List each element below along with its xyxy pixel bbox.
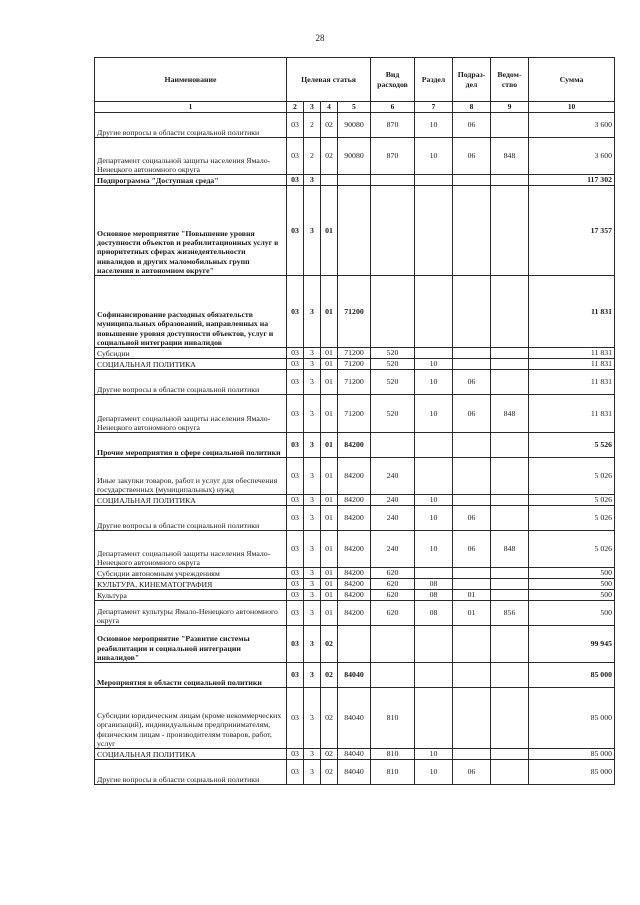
target-direction — [338, 626, 371, 663]
target-subprogram: 3 — [304, 370, 321, 395]
expense-type — [371, 186, 415, 276]
department-code: 848 — [491, 395, 529, 433]
target-activity: 02 — [321, 760, 338, 785]
subsection-code — [453, 579, 491, 590]
target-program: 03 — [287, 495, 304, 506]
target-direction: 84200 — [338, 601, 371, 626]
target-direction: 71200 — [338, 395, 371, 433]
department-code — [491, 348, 529, 359]
section-code: 10 — [415, 760, 453, 785]
target-subprogram: 3 — [304, 395, 321, 433]
target-program: 03 — [287, 749, 304, 760]
section-code: 10 — [415, 370, 453, 395]
header-expense-type: Вид расходов — [371, 58, 415, 102]
row-name: Другие вопросы в области социальной политики — [95, 760, 287, 785]
target-subprogram: 3 — [304, 760, 321, 785]
expense-type: 520 — [371, 370, 415, 395]
target-program: 03 — [287, 370, 304, 395]
column-number: 9 — [491, 102, 529, 113]
target-subprogram: 3 — [304, 506, 321, 531]
row-name: СОЦИАЛЬНАЯ ПОЛИТИКА — [95, 495, 287, 506]
subsection-code: 06 — [453, 138, 491, 175]
column-number: 6 — [371, 102, 415, 113]
target-direction — [338, 186, 371, 276]
target-program: 03 — [287, 601, 304, 626]
department-code — [491, 370, 529, 395]
table-body — [95, 113, 615, 785]
target-program: 03 — [287, 276, 304, 348]
target-direction: 84040 — [338, 688, 371, 749]
table-row — [95, 175, 615, 186]
subsection-code — [453, 626, 491, 663]
row-sum: 500 — [529, 590, 615, 601]
target-direction: 84200 — [338, 590, 371, 601]
expense-type: 620 — [371, 601, 415, 626]
section-code — [415, 186, 453, 276]
row-name: Субсидии автономным учреждениям — [95, 568, 287, 579]
expense-type: 240 — [371, 531, 415, 568]
target-activity: 02 — [321, 688, 338, 749]
row-name: СОЦИАЛЬНАЯ ПОЛИТИКА — [95, 359, 287, 370]
header-name: Наименование — [95, 58, 287, 102]
target-program: 03 — [287, 579, 304, 590]
table-row — [95, 506, 615, 531]
subsection-code: 06 — [453, 395, 491, 433]
target-direction: 71200 — [338, 359, 371, 370]
target-subprogram: 3 — [304, 663, 321, 688]
page-number: 28 — [315, 33, 325, 43]
target-activity: 01 — [321, 495, 338, 506]
header-section: Раздел — [415, 58, 453, 102]
row-sum: 500 — [529, 568, 615, 579]
row-name: Другие вопросы в области социальной политики — [95, 370, 287, 395]
column-number: 10 — [529, 102, 615, 113]
target-direction: 84200 — [338, 433, 371, 458]
subsection-code: 06 — [453, 506, 491, 531]
section-code: 10 — [415, 395, 453, 433]
expense-type — [371, 175, 415, 186]
table-row — [95, 348, 615, 359]
table-row — [95, 749, 615, 760]
target-program: 03 — [287, 688, 304, 749]
target-subprogram: 3 — [304, 359, 321, 370]
target-activity: 01 — [321, 568, 338, 579]
expense-type: 520 — [371, 395, 415, 433]
expense-type: 810 — [371, 760, 415, 785]
header-subsection: Подраз-дел — [453, 58, 491, 102]
target-activity: 02 — [321, 749, 338, 760]
row-name: Мероприятия в области социальной политики — [95, 663, 287, 688]
row-sum: 85 000 — [529, 760, 615, 785]
section-code: 10 — [415, 749, 453, 760]
expense-type: 520 — [371, 359, 415, 370]
subsection-code — [453, 663, 491, 688]
subsection-code — [453, 186, 491, 276]
target-activity: 01 — [321, 395, 338, 433]
table-row — [95, 688, 615, 749]
section-code: 10 — [415, 506, 453, 531]
subsection-code — [453, 458, 491, 495]
subsection-code: 01 — [453, 590, 491, 601]
department-code: 856 — [491, 601, 529, 626]
row-sum: 85 000 — [529, 663, 615, 688]
expense-type: 240 — [371, 495, 415, 506]
department-code — [491, 186, 529, 276]
target-program: 03 — [287, 433, 304, 458]
target-program: 03 — [287, 175, 304, 186]
subsection-code — [453, 688, 491, 749]
target-direction: 84040 — [338, 760, 371, 785]
target-direction: 71200 — [338, 348, 371, 359]
target-activity: 01 — [321, 531, 338, 568]
section-code: 10 — [415, 531, 453, 568]
target-activity: 01 — [321, 359, 338, 370]
target-program: 03 — [287, 568, 304, 579]
table-row — [95, 370, 615, 395]
row-name: Департамент культуры Ямало-Ненецкого автономного округа — [95, 601, 287, 626]
target-direction: 90080 — [338, 113, 371, 138]
department-code — [491, 113, 529, 138]
column-number: 8 — [453, 102, 491, 113]
target-subprogram: 3 — [304, 688, 321, 749]
target-subprogram: 2 — [304, 138, 321, 175]
expense-type: 240 — [371, 506, 415, 531]
table-row — [95, 663, 615, 688]
section-code — [415, 568, 453, 579]
subsection-code — [453, 348, 491, 359]
expense-type: 870 — [371, 113, 415, 138]
expense-type: 240 — [371, 458, 415, 495]
expense-type: 810 — [371, 688, 415, 749]
target-activity: 02 — [321, 113, 338, 138]
target-activity: 01 — [321, 433, 338, 458]
target-program: 03 — [287, 531, 304, 568]
section-code — [415, 348, 453, 359]
subsection-code: 06 — [453, 370, 491, 395]
target-direction — [338, 175, 371, 186]
target-subprogram: 3 — [304, 348, 321, 359]
target-program: 03 — [287, 458, 304, 495]
subsection-code: 06 — [453, 531, 491, 568]
subsection-code: 01 — [453, 601, 491, 626]
row-sum: 3 600 — [529, 138, 615, 175]
table-row — [95, 186, 615, 276]
table-row — [95, 458, 615, 495]
expense-type: 810 — [371, 749, 415, 760]
subsection-code — [453, 495, 491, 506]
header-sum: Сумма — [529, 58, 615, 102]
target-program: 03 — [287, 760, 304, 785]
row-name: Основное мероприятие "Повышение уровня доступности объектов и реабилитационных услуг в приоритетных сферах жизнедеятельности инвалидов и других маломобильных групп населения в автономном округе" — [95, 186, 287, 276]
table-row — [95, 568, 615, 579]
target-program: 03 — [287, 506, 304, 531]
subsection-code — [453, 359, 491, 370]
row-sum: 11 831 — [529, 395, 615, 433]
department-code — [491, 760, 529, 785]
expense-type: 620 — [371, 590, 415, 601]
table-row — [95, 113, 615, 138]
table-row — [95, 138, 615, 175]
target-direction: 90080 — [338, 138, 371, 175]
target-direction: 84200 — [338, 531, 371, 568]
row-sum: 5 026 — [529, 506, 615, 531]
expense-type: 870 — [371, 138, 415, 175]
target-direction: 84200 — [338, 495, 371, 506]
column-number: 7 — [415, 102, 453, 113]
row-name: Прочие мероприятия в сфере социальной политики — [95, 433, 287, 458]
table-row — [95, 760, 615, 785]
target-activity: 02 — [321, 626, 338, 663]
row-name: Другие вопросы в области социальной политики — [95, 113, 287, 138]
table-row — [95, 601, 615, 626]
row-sum: 117 302 — [529, 175, 615, 186]
column-number: 3 — [304, 102, 321, 113]
target-activity: 02 — [321, 138, 338, 175]
section-code — [415, 663, 453, 688]
target-direction: 84200 — [338, 506, 371, 531]
department-code — [491, 495, 529, 506]
expense-type: 620 — [371, 579, 415, 590]
expense-type — [371, 433, 415, 458]
target-activity: 01 — [321, 590, 338, 601]
target-program: 03 — [287, 590, 304, 601]
target-direction: 71200 — [338, 276, 371, 348]
row-name: Иные закупки товаров, работ и услуг для обеспечения государственных (муниципальных) нужд — [95, 458, 287, 495]
target-subprogram: 3 — [304, 276, 321, 348]
target-direction: 84200 — [338, 568, 371, 579]
target-subprogram: 3 — [304, 590, 321, 601]
section-code: 08 — [415, 601, 453, 626]
subsection-code: 06 — [453, 760, 491, 785]
subsection-code — [453, 175, 491, 186]
header-target: Целевая статья — [287, 58, 371, 102]
column-number: 5 — [338, 102, 371, 113]
target-subprogram: 3 — [304, 531, 321, 568]
table-row — [95, 590, 615, 601]
target-activity: 01 — [321, 370, 338, 395]
row-sum: 500 — [529, 601, 615, 626]
department-code — [491, 626, 529, 663]
row-sum: 85 000 — [529, 749, 615, 760]
subsection-code — [453, 749, 491, 760]
target-program: 03 — [287, 348, 304, 359]
department-code — [491, 590, 529, 601]
row-name: Субсидии юридическим лицам (кроме некоммерческих организаций), индивидуальным предпринимателям, физическим лицам - производителям товаров, работ, услуг — [95, 688, 287, 749]
target-program: 03 — [287, 186, 304, 276]
row-sum: 11 831 — [529, 370, 615, 395]
section-code — [415, 458, 453, 495]
section-code — [415, 688, 453, 749]
department-code — [491, 663, 529, 688]
budget-table — [94, 57, 615, 785]
target-subprogram: 3 — [304, 495, 321, 506]
subsection-code — [453, 433, 491, 458]
row-sum: 5 026 — [529, 458, 615, 495]
expense-type — [371, 276, 415, 348]
target-direction: 84200 — [338, 579, 371, 590]
header-department: Ведом-ство — [491, 58, 529, 102]
row-sum: 11 831 — [529, 359, 615, 370]
department-code — [491, 506, 529, 531]
row-name: Департамент социальной защиты населения Ямало-Ненецкого автономного округа — [95, 531, 287, 568]
target-subprogram: 3 — [304, 568, 321, 579]
target-program: 03 — [287, 626, 304, 663]
row-sum: 11 831 — [529, 276, 615, 348]
target-subprogram: 3 — [304, 458, 321, 495]
section-code — [415, 626, 453, 663]
row-sum: 17 357 — [529, 186, 615, 276]
target-subprogram: 2 — [304, 113, 321, 138]
row-sum: 5 526 — [529, 433, 615, 458]
department-code — [491, 579, 529, 590]
row-name: Культура — [95, 590, 287, 601]
row-name: Подпрограмма "Доступная среда" — [95, 175, 287, 186]
department-code — [491, 568, 529, 579]
subsection-code — [453, 276, 491, 348]
target-direction: 84040 — [338, 663, 371, 688]
target-activity: 01 — [321, 186, 338, 276]
target-subprogram: 3 — [304, 749, 321, 760]
row-sum: 5 026 — [529, 531, 615, 568]
table-row — [95, 579, 615, 590]
table-row — [95, 626, 615, 663]
row-name: Субсидии — [95, 348, 287, 359]
section-code — [415, 276, 453, 348]
target-subprogram: 3 — [304, 433, 321, 458]
row-sum: 85 000 — [529, 688, 615, 749]
header-row — [95, 58, 615, 102]
section-code: 10 — [415, 495, 453, 506]
target-activity: 01 — [321, 348, 338, 359]
target-subprogram: 3 — [304, 601, 321, 626]
department-code: 848 — [491, 531, 529, 568]
row-sum: 99 945 — [529, 626, 615, 663]
section-code — [415, 175, 453, 186]
expense-type: 520 — [371, 348, 415, 359]
target-activity: 01 — [321, 458, 338, 495]
target-program: 03 — [287, 113, 304, 138]
target-subprogram: 3 — [304, 579, 321, 590]
department-code — [491, 433, 529, 458]
target-activity: 01 — [321, 601, 338, 626]
department-code: 848 — [491, 138, 529, 175]
department-code — [491, 359, 529, 370]
target-activity — [321, 175, 338, 186]
target-direction: 84040 — [338, 749, 371, 760]
row-sum: 500 — [529, 579, 615, 590]
subsection-code: 06 — [453, 113, 491, 138]
section-code: 08 — [415, 579, 453, 590]
column-number: 2 — [287, 102, 304, 113]
section-code — [415, 433, 453, 458]
department-code — [491, 688, 529, 749]
target-direction: 84200 — [338, 458, 371, 495]
row-name: Другие вопросы в области социальной политики — [95, 506, 287, 531]
expense-type: 620 — [371, 568, 415, 579]
table-row — [95, 495, 615, 506]
section-code: 10 — [415, 138, 453, 175]
target-direction: 71200 — [338, 370, 371, 395]
target-subprogram: 3 — [304, 626, 321, 663]
target-activity: 02 — [321, 663, 338, 688]
section-code: 08 — [415, 590, 453, 601]
row-name: Основное мероприятие "Развитие системы реабилитации и социальной интеграции инвалидов" — [95, 626, 287, 663]
section-code: 10 — [415, 359, 453, 370]
table-row — [95, 395, 615, 433]
row-name: Департамент социальной защиты населения Ямало-Ненецкого автономного округа — [95, 395, 287, 433]
department-code — [491, 276, 529, 348]
target-program: 03 — [287, 663, 304, 688]
row-name: КУЛЬТУРА, КИНЕМАТОГРАФИЯ — [95, 579, 287, 590]
row-name: Департамент социальной защиты населения Ямало-Ненецкого автономного округа — [95, 138, 287, 175]
subsection-code — [453, 568, 491, 579]
target-activity: 01 — [321, 276, 338, 348]
column-number: 1 — [95, 102, 287, 113]
row-name: СОЦИАЛЬНАЯ ПОЛИТИКА — [95, 749, 287, 760]
department-code — [491, 175, 529, 186]
section-code: 10 — [415, 113, 453, 138]
target-program: 03 — [287, 138, 304, 175]
table-row — [95, 531, 615, 568]
table-row — [95, 359, 615, 370]
target-subprogram: 3 — [304, 175, 321, 186]
target-activity: 01 — [321, 506, 338, 531]
target-program: 03 — [287, 359, 304, 370]
target-program: 03 — [287, 395, 304, 433]
target-activity: 01 — [321, 579, 338, 590]
row-sum: 5 026 — [529, 495, 615, 506]
row-sum: 3 600 — [529, 113, 615, 138]
column-number: 4 — [321, 102, 338, 113]
expense-type — [371, 626, 415, 663]
expense-type — [371, 663, 415, 688]
row-sum: 11 831 — [529, 348, 615, 359]
table-row — [95, 276, 615, 348]
row-name: Софинансирование расходных обязательств муниципальных образований, направленных на повышение уровня доступности объектов, услуг и социальной интеграции инвалидов — [95, 276, 287, 348]
table-row — [95, 433, 615, 458]
target-subprogram: 3 — [304, 186, 321, 276]
column-number-row — [95, 102, 615, 113]
department-code — [491, 458, 529, 495]
department-code — [491, 749, 529, 760]
